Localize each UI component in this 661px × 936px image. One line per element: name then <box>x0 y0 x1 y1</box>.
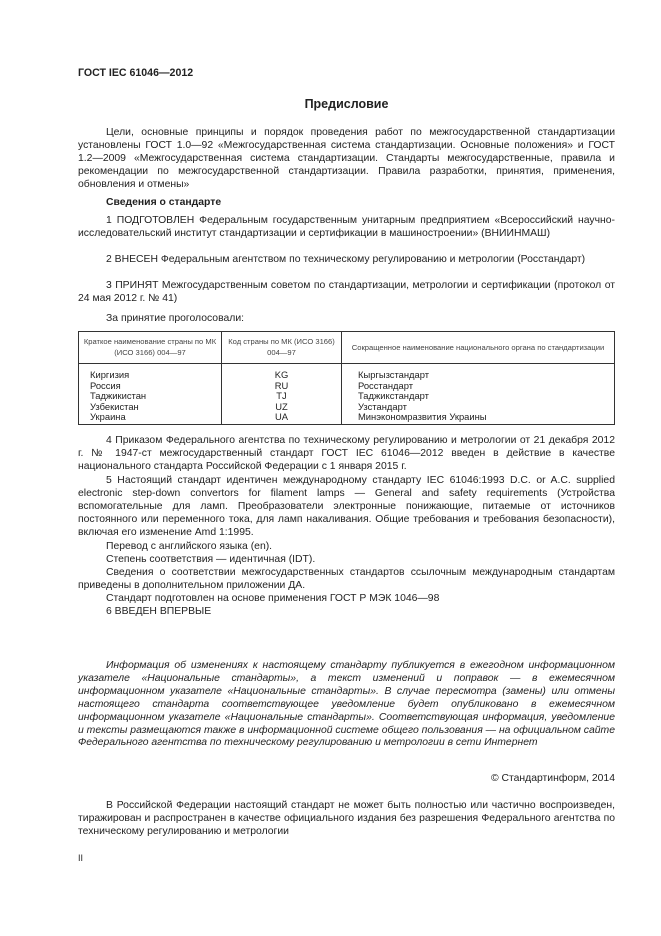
document-id-header: ГОСТ IEC 61046—2012 <box>78 67 194 79</box>
standards-body: Росстандарт <box>342 381 615 392</box>
header-standards-body: Сокращенное наименование национального органа по стандартизации <box>342 332 615 364</box>
item-6-introduced-first: 6 ВВЕДЕН ВПЕРВЫЕ <box>106 606 212 617</box>
prepared-line: Стандарт подготовлен на основе применения ГОСТ Р МЭК 1046—98 <box>106 593 440 604</box>
table-row <box>79 391 615 402</box>
country-code: UA <box>222 412 342 424</box>
correspondence-paragraph: Сведения о соответствии межгосударственных стандартов ссылочным международным стандартам приведены в дополнительном приложении ДА. <box>78 567 615 591</box>
table-row <box>79 381 615 392</box>
country-name: Россия <box>79 381 222 392</box>
changes-info-paragraph: Информация об изменениях к настоящему стандарту публикуется в ежегодном информационном указателе «Национальные стандарты», а текст изменений и поправок — в ежемесячном информационном указателе «Национальные стандарты». В случае пересмотра (замены) или отмены настоящего стандарта соответствующее уведомление будет опубликовано в ежемесячном информационном указателе «Национальные стандарты». Соответствующая информация, уведомление и тексты размещаются также в информационной системе общего пользования — на официальном сайте Федерального агентства по техническому регулированию и метрологии в сети Интернет <box>78 660 615 749</box>
item-3-adopted: 3 ПРИНЯТ Межгосударственным советом по стандартизации, метрологии и сертификации (протокол от 24 мая 2012 г. № 41) <box>78 280 615 304</box>
table-row <box>79 402 615 413</box>
page-number: II <box>78 853 84 863</box>
standards-body: Узстандарт <box>342 402 615 413</box>
table-header-row <box>79 332 615 364</box>
header-country-code: Код страны по МК (ИСО 3166) 004—97 <box>222 332 342 364</box>
item-1-prepared: 1 ПОДГОТОВЛЕН Федеральным государственным унитарным предприятием «Всероссийский научно-исследовательский институт стандартизации и сертификации в машиностроении» (ВНИИНМАШ) <box>78 215 615 239</box>
foreword-title: Предисловие <box>304 97 389 111</box>
country-code: UZ <box>222 402 342 413</box>
country-code: KG <box>222 364 342 381</box>
item-4-order: 4 Приказом Федерального агентства по техническому регулированию и метрологии от 21 декабря 2012 г. № 1947-ст межгосударственный стандарт ГОСТ IEC 61046—2012 введен в действие в качестве национального стандарта Российской Федерации с 1 января 2015 г. <box>78 435 615 472</box>
table-row <box>79 412 615 424</box>
intro-paragraph: Цели, основные принципы и порядок проведения работ по межгосударственной стандартизации установлены ГОСТ 1.0—92 «Межгосударственная система стандартизации. Основные положения» и ГОСТ 1.2—2009 «Межгосударственная система стандартизации. Стандарты межгосударственные, правила и рекомендации по межгосударственной стандартизации. Правила разработки, принятия, применения, обновления и отмены» <box>78 127 615 190</box>
country-name: Таджикистан <box>79 391 222 402</box>
standards-body: Кыргызстандарт <box>342 364 615 381</box>
table-row <box>79 364 615 381</box>
country-code: RU <box>222 381 342 392</box>
header-country-name: Краткое наименование страны по МК (ИСО 3166) 004—97 <box>79 332 222 364</box>
reproduction-notice: В Российской Федерации настоящий стандарт не может быть полностью или частично воспроизведен, тиражирован и распространен в качестве официального издания без разрешения Федерального агентства по техническому регулированию и метрологии <box>78 800 615 837</box>
voting-countries-table <box>78 331 615 425</box>
translation-line: Перевод с английского языка (en). <box>106 541 273 552</box>
standard-info-heading: Сведения о стандарте <box>106 197 222 208</box>
item-2-introduced: 2 ВНЕСЕН Федеральным агентством по техническому регулированию и метрологии (Росстандарт) <box>106 254 586 265</box>
country-name: Украина <box>79 412 222 424</box>
standards-body: Минэкономразвития Украины <box>342 412 615 424</box>
item-5-identical: 5 Настоящий стандарт идентичен международному стандарту IEC 61046:1993 D.C. or A.C. supplied electronic step-down convertors for filament lamps — General and safety requirements (Устройства вспомогательные для ламп. Преобразователи электронные понижающие, питаемые от источников постоянного или переменного тока, для ламп накаливания. Общие требования и требования безопасности), включая его изменение Amd 1:1995. <box>78 475 615 538</box>
country-code: TJ <box>222 391 342 402</box>
country-name: Киргизия <box>79 364 222 381</box>
country-name: Узбекистан <box>79 402 222 413</box>
conformity-line: Степень соответствия — идентичная (IDT). <box>106 554 316 565</box>
copyright-notice: © Стандартинформ, 2014 <box>490 773 615 784</box>
standards-body: Таджикстандарт <box>342 391 615 402</box>
voted-label: За принятие проголосовали: <box>106 313 245 324</box>
